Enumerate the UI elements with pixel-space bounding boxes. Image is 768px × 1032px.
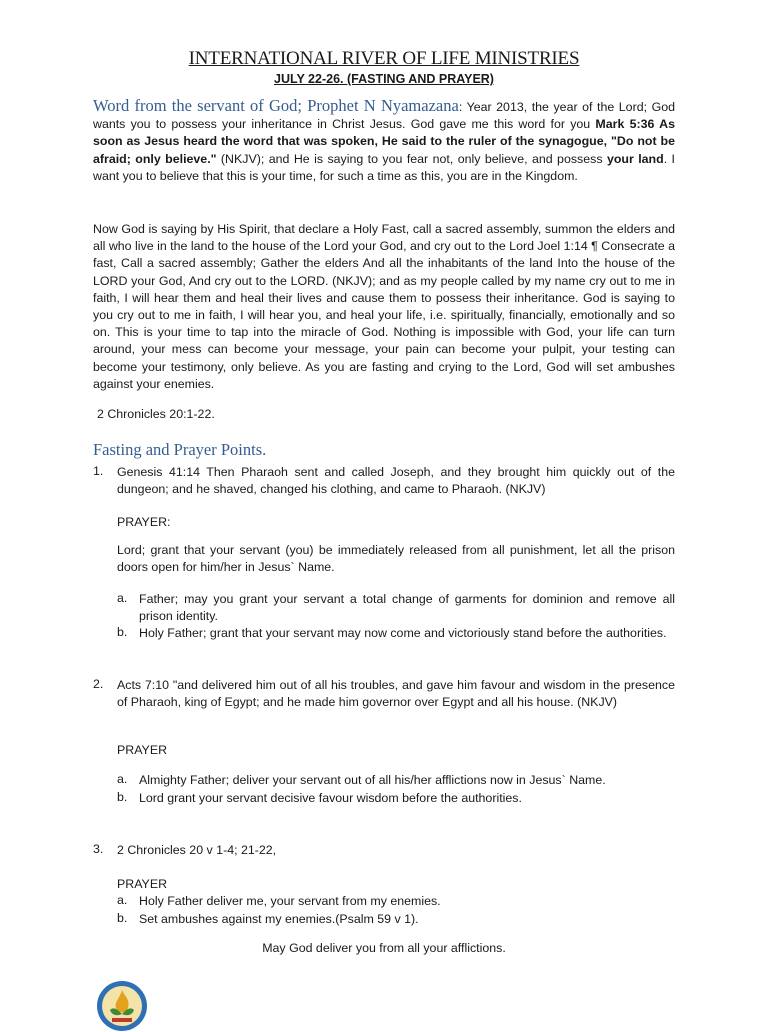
point-3-scripture: 2 Chronicles 20 v 1-4; 21-22,	[117, 843, 277, 857]
spirit-paragraph: Now God is saying by His Spirit, that declare a Holy Fast, call a sacred assembly, summon the elders and all who live in the land to the house of the Lord your God, and cry out to the Lord Joel 1:14 ¶ Consecrate a fast, Call a sacred assembly; Gather the elders And all the inhabitants of the land Into the house of the LORD your God, And cry out to the LORD. (NKJV); and as my people called by my name cry out to me in faith, I will hear them and heal their lives and cause them to possess their inheritance. God is saying to you cry out to me in faith, I will hear you, and heal your life, i.e. spiritually, financially, emotionally and so on. This is your time to tap into the miracle of God. Nothing is impossible with God, your life can turn around, your mess can become your message, your pain can become your pulpit, your testing can become your testimony, only believe. As you are fasting and crying to the Lord, God will set ambushes against your enemies.	[93, 222, 675, 391]
intro-your-land: your land	[606, 151, 664, 166]
point-2a-letter: a.	[117, 772, 128, 786]
point-1-scripture: Genesis 41:14 Then Pharaoh sent and called Joseph, and they brought him quickly out of the dungeon; and he shaved, changed his clothing, and came to Pharaoh. (NKJV)	[117, 465, 675, 497]
point-3a-text: Holy Father deliver me, your servant from my enemies.	[139, 894, 441, 908]
point-2-prayer-label: PRAYER	[117, 743, 168, 757]
chronicles-reference: 2 Chronicles 20:1-22.	[97, 407, 215, 421]
closing-blessing: May God deliver you from all your afflictions.	[262, 941, 506, 955]
point-1-prayer-label: PRAYER:	[117, 515, 171, 529]
intro-text-e: . I want you to believe that this is your time, for such a time as this, you are in the Kingdom.	[93, 151, 675, 183]
point-1b-letter: b.	[117, 625, 128, 639]
point-1a-text: Father; may you grant your servant a total change of garments for dominion and remove all prison identity.	[139, 592, 675, 624]
point-1-prayer: Lord; grant that your servant (you) be immediately released from all punishment, let all the prison doors open for him/her in Jesus` Name.	[117, 543, 675, 575]
point-2-number: 2.	[93, 677, 104, 691]
point-3-prayer-label: PRAYER	[117, 877, 168, 891]
intro-text-c: (NKJV); and He is saying to you fear not, only believe, and possess	[216, 151, 607, 166]
point-3b-letter: b.	[117, 911, 128, 925]
point-2b-letter: b.	[117, 790, 128, 804]
point-2a-text: Almighty Father; deliver your servant out of all his/her afflictions now in Jesus` Name.	[139, 773, 606, 787]
intro-paragraph	[93, 97, 675, 185]
intro-scripture: Mark 5:36 As soon as Jesus heard the word that was spoken, He said to the ruler of the synagogue, "Do not be afraid; only believe."	[93, 117, 675, 166]
point-2b-text: Lord grant your servant decisive favour wisdom before the authorities.	[139, 791, 522, 805]
point-3-number: 3.	[93, 842, 104, 856]
ministry-logo-icon	[96, 980, 148, 1032]
point-3a-letter: a.	[117, 893, 128, 907]
intro-heading: Word from the servant of God; Prophet N Nyamazana	[93, 96, 459, 115]
document-title: INTERNATIONAL RIVER OF LIFE MINISTRIES	[188, 48, 580, 69]
point-1a-letter: a.	[117, 591, 128, 605]
intro-text-a: : Year 2013, the year of the Lord; God wants you to possess your inheritance in Christ Jesus. God gave me this word for you	[93, 100, 675, 132]
point-1b-text: Holy Father; grant that your servant may now come and victoriously stand before the authorities.	[139, 626, 667, 640]
document-subtitle: JULY 22-26. (FASTING AND PRAYER)	[274, 72, 494, 86]
point-2-scripture: Acts 7:10 "and delivered him out of all his troubles, and gave him favour and wisdom in the presence of Pharaoh, king of Egypt; and he made him governor over Egypt and all his house. (NKJV)	[117, 678, 675, 710]
points-heading: Fasting and Prayer Points.	[93, 440, 267, 459]
point-1-number: 1.	[93, 464, 104, 478]
point-3b-text: Set ambushes against my enemies.(Psalm 59 v 1).	[139, 912, 419, 926]
